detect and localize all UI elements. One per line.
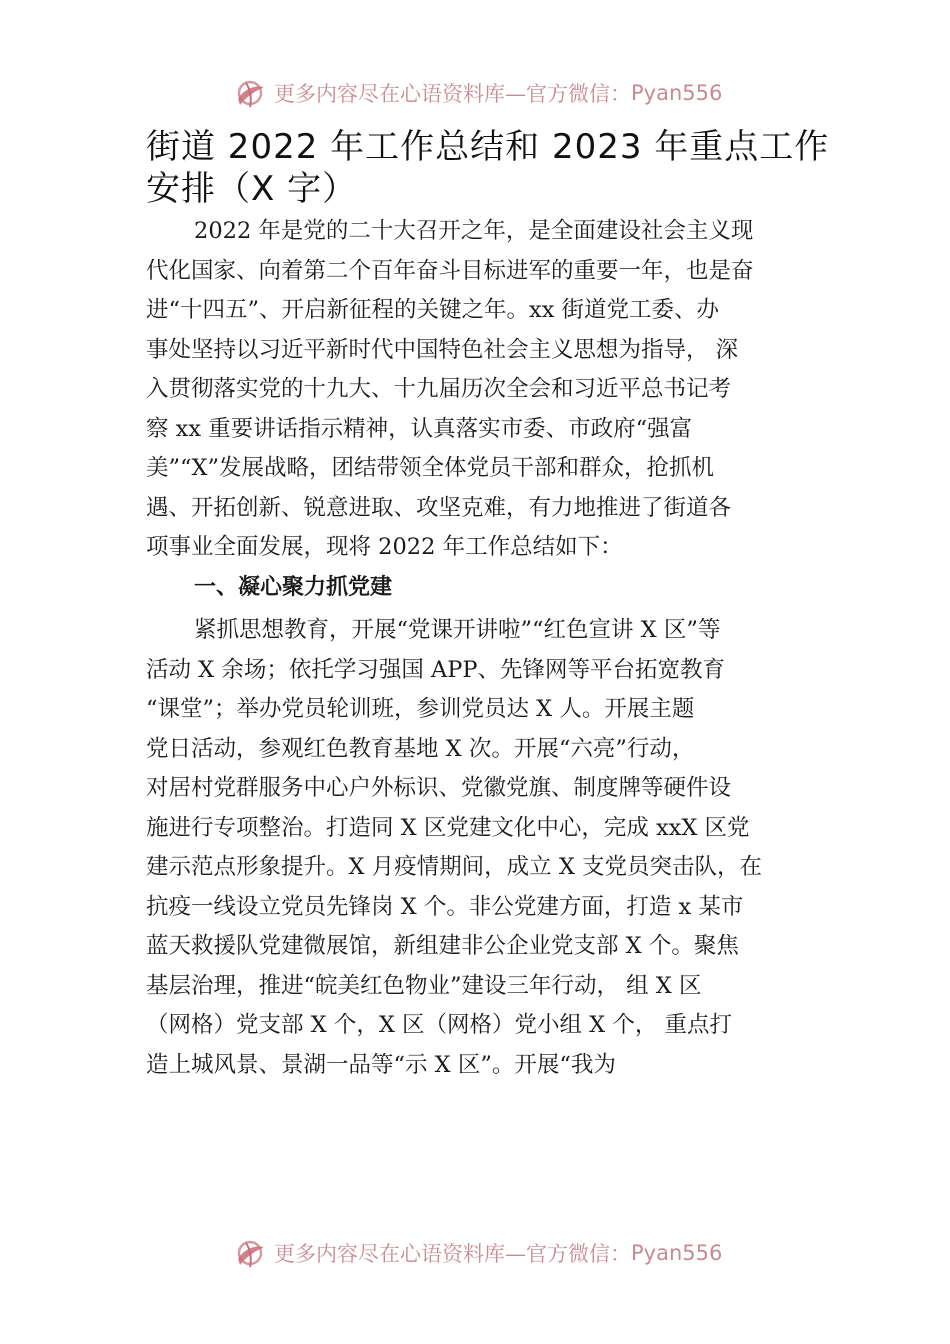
text-line: 基层治理，推进“皖美红色物业”建设三年行动， 组 X 区	[146, 972, 702, 999]
document-body	[146, 212, 826, 1085]
text-line: 抗疫一线设立党员先锋岗 X 个。非公党建方面，打造 x 某市	[146, 893, 744, 920]
text-line: 造上城风景、景湖一品等“示 X 区”。开展“我为	[146, 1051, 616, 1078]
ribbon-logo-icon	[232, 75, 268, 111]
text-line: 代化国家、向着第二个百年奋斗目标进军的重要一年，也是奋	[146, 257, 754, 284]
text-line: 蓝天救援队党建微展馆，新组建非公企业党支部 X 个。聚焦	[146, 933, 739, 959]
title-line: 街道 2022 年工作总结和 2023 年重点工作	[146, 127, 830, 167]
text-line: 事处坚持以习近平新时代中国特色社会主义思想为指导， 深	[146, 336, 739, 363]
text-line: 察 xx 重要讲话指示精神，认真落实市委、市政府“强富	[146, 415, 693, 442]
text-line: 施进行专项整治。打造同 X 区党建文化中心，完成 xxX 区党	[146, 814, 750, 841]
watermark-wechat-id: Pyan556	[631, 81, 723, 105]
header-watermark	[232, 72, 752, 114]
text-line: 项事业全面发展，现将 2022 年工作总结如下：	[146, 534, 623, 560]
text-line: 进“十四五”、开启新征程的关键之年。xx 街道党工委、办	[146, 297, 720, 323]
document-title	[146, 126, 830, 210]
section-heading: 一、凝心聚力抓党建	[194, 574, 393, 600]
text-line: 入贯彻落实党的十九大、十九届历次全会和习近平总书记考	[146, 376, 732, 402]
watermark-text: 更多内容尽在心语资料库—官方微信：	[274, 1242, 631, 1266]
text-line: 遇、开拓创新、锐意进取、攻坚克难，有力地推进了街道各	[146, 494, 732, 521]
section1-paragraph	[146, 611, 826, 1085]
text-line: 党日活动，参观红色教育基地 X 次。开展“六亮”行动，	[146, 735, 695, 762]
text-line: “课堂”；举办党员轮训班，参训党员达 X 人。开展主题	[146, 696, 695, 722]
text-line: 建示范点形象提升。X 月疫情期间，成立 X 支党员突击队，在	[146, 854, 762, 880]
title-line: 安排（X 字）	[146, 169, 358, 209]
watermark-text: 更多内容尽在心语资料库—官方微信：	[274, 82, 631, 106]
text-line: 对居村党群服务中心户外标识、党徽党旗、制度牌等硬件设	[146, 775, 732, 801]
text-line: 紧抓思想教育，开展“党课开讲啦”“红色宣讲 X 区”等	[194, 617, 721, 643]
footer-watermark	[232, 1232, 752, 1274]
intro-paragraph	[146, 212, 826, 568]
watermark-wechat-id: Pyan556	[631, 1241, 723, 1265]
text-line: 活动 X 余场；依托学习强国 APP、先锋网等平台拓宽教育	[146, 656, 726, 683]
text-line: 美”“X”发展战略，团结带领全体党员干部和群众，抢抓机	[146, 455, 715, 481]
text-line: 2022 年是党的二十大召开之年，是全面建设社会主义现	[194, 218, 754, 244]
ribbon-logo-icon	[232, 1235, 268, 1271]
text-line: （网格）党支部 X 个，X 区（网格）党小组 X 个， 重点打	[146, 1012, 732, 1038]
